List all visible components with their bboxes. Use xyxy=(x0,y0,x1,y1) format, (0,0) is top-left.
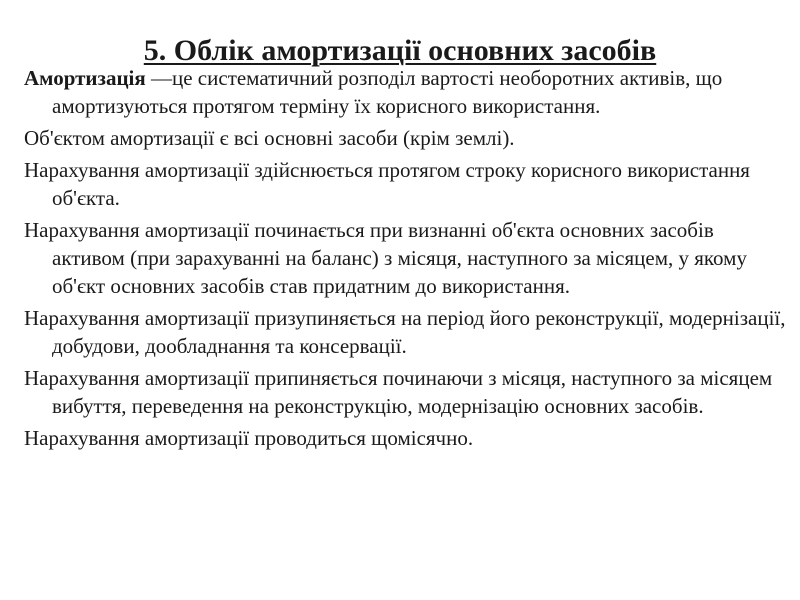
slide-content xyxy=(24,64,790,456)
term-amortization: Амортизація xyxy=(24,66,146,90)
paragraph-text: Нарахування амортизації припиняється починаючи з місяця, наступного за місяцем вибуття, переведення на реконструкцію, модернізацію основних засобів. xyxy=(24,366,773,418)
paragraph-text: Нарахування амортизації починається при визнанні об'єкта основних засобів активом (при зарахуванні на баланс) з місяця, наступного за місяцем, у якому об'єкт основних засобів став придатним до використання. xyxy=(24,218,747,298)
paragraph-monthly xyxy=(24,424,790,452)
paragraph-text: —це систематичний розподіл вартості необоротних активів, що амортизуються протягом терміну їх корисного використання. xyxy=(52,66,723,118)
paragraph-object xyxy=(24,124,790,152)
paragraph-text: Нарахування амортизації проводиться щомісячно. xyxy=(24,426,474,450)
paragraph-text: Нарахування амортизації призупиняється на період його реконструкції, модернізації, добудови, дообладнання та консервації. xyxy=(24,306,786,358)
paragraph-period xyxy=(24,156,790,212)
paragraph-suspend xyxy=(24,304,790,360)
paragraph-definition xyxy=(24,64,790,120)
paragraph-start xyxy=(24,216,790,300)
paragraph-text: Нарахування амортизації здійснюється протягом строку корисного використання об'єкта. xyxy=(24,158,750,210)
paragraph-stop xyxy=(24,364,790,420)
slide-title-text: 5. Облік амортизації основних засобів xyxy=(143,34,657,68)
paragraph-text: Об'єктом амортизації є всі основні засоби (крім землі). xyxy=(24,126,515,150)
